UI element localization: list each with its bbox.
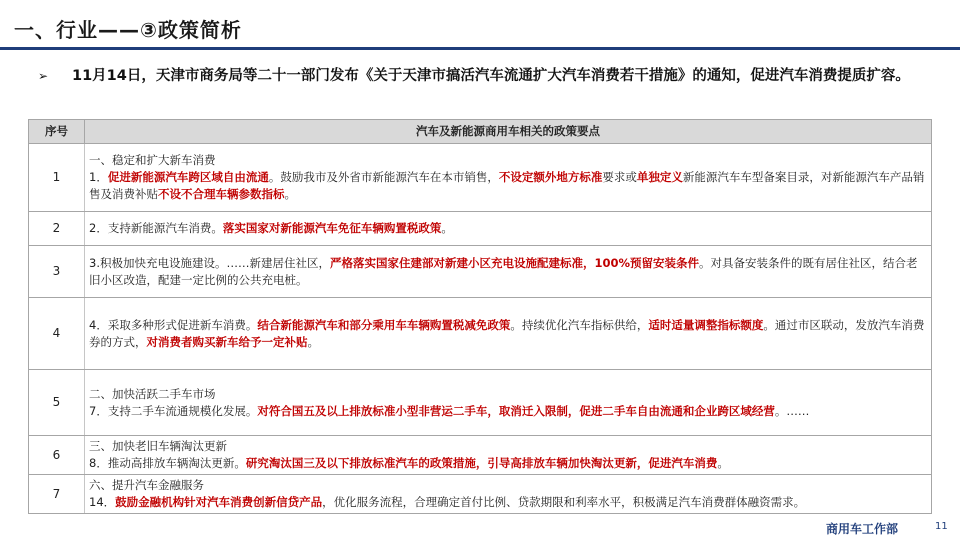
highlight-text: 不设不合理车辆参数指标	[158, 187, 285, 201]
highlight-text: 不设定额外地方标准	[498, 170, 603, 184]
header-index: 序号	[29, 120, 85, 144]
body-text: 。	[441, 221, 453, 235]
row-number: 5	[29, 370, 85, 436]
body-text: 4．采取多种形式促进新车消费。	[89, 317, 258, 332]
row-content	[85, 246, 932, 298]
row-content	[85, 436, 932, 475]
highlight-text: 对符合国五及以上排放标准小型非营运二手车，取消迁入限制，促进二手车自由流通和企业跨区域经营	[257, 403, 775, 418]
body-text: 要求或	[602, 170, 637, 184]
body-text: 一、稳定和扩大新车消费	[89, 153, 216, 167]
highlight-text: 对消费者购买新车给予一定补贴	[146, 334, 308, 349]
body-text: 1．	[89, 170, 108, 184]
title-bar	[0, 0, 960, 52]
row-number: 2	[29, 212, 85, 246]
row-number: 7	[29, 475, 85, 514]
body-text: 六、提升汽车金融服务	[89, 478, 204, 492]
table-row	[29, 212, 932, 246]
body-text: 二、加快活跃二手车市场	[89, 386, 216, 401]
page-number: 11	[935, 521, 948, 532]
highlight-text: 适时适量调整指标额度	[648, 317, 764, 332]
intro-text: 11月14日，天津市商务局等二十一部门发布《关于天津市搞活汽车流通扩大汽车消费若干措施》的通知，促进汽车消费提质扩容。	[72, 68, 910, 84]
highlight-text: 结合新能源汽车和部分乘用车车辆购置税减免政策	[257, 317, 511, 332]
row-number: 4	[29, 298, 85, 370]
body-text: 。	[717, 456, 729, 470]
row-content	[85, 212, 932, 246]
body-text: 7．支持二手车流通规模化发展。	[89, 403, 258, 418]
table-row	[29, 144, 932, 212]
highlight-text: 严格落实国家住建部对新建小区充电设施配建标准，100%预留安装条件	[329, 255, 700, 270]
body-text: 新能源汽车车型备案目录，对新能源汽车产品销售及消费补贴	[89, 170, 925, 201]
row-number: 1	[29, 144, 85, 212]
arrow-bullet-icon: ➢	[38, 69, 49, 83]
body-text: 。对具备安装条件的既有居住社区，结合老旧小区改造，配建一定比例的公共充电桩。	[89, 255, 918, 287]
highlight-text: 研究淘汰国三及以下排放标准汽车的政策措施，引导高排放车辆加快淘汰更新，促进汽车消费	[245, 456, 718, 470]
row-content	[85, 475, 932, 514]
body-text: 2．支持新能源汽车消费。	[89, 221, 223, 235]
table-header-row	[29, 120, 932, 144]
intro-paragraph	[38, 64, 928, 88]
body-text: 。鼓励我市及外省市新能源汽车在本市销售，	[268, 170, 499, 184]
table-row	[29, 475, 932, 514]
title-underline	[0, 47, 960, 50]
row-content	[85, 144, 932, 212]
body-text: 3.积极加快充电设施建设。……新建居住社区，	[89, 255, 330, 270]
body-text: 14．	[89, 495, 116, 509]
table-row	[29, 370, 932, 436]
row-content	[85, 370, 932, 436]
body-text: 。持续优化汽车指标供给，	[510, 317, 649, 332]
footer-department: 商用车工作部	[826, 522, 899, 536]
table-row	[29, 298, 932, 370]
page-title: 一、行业——③政策简析	[14, 18, 242, 42]
body-text: 8．推动高排放车辆淘汰更新。	[89, 456, 246, 470]
table-row	[29, 436, 932, 475]
body-text: 。	[284, 187, 296, 201]
policy-table	[28, 119, 932, 514]
body-text: 。	[307, 334, 319, 349]
body-text: 三、加快老旧车辆淘汰更新	[89, 439, 227, 453]
highlight-text: 促进新能源汽车跨区域自由流通	[107, 170, 269, 184]
highlight-text: 鼓励金融机构针对汽车消费创新信贷产品	[115, 495, 323, 509]
body-text: ，优化服务流程，合理确定首付比例、贷款期限和利率水平，积极满足汽车消费群体融资需求。	[322, 495, 806, 509]
row-number: 3	[29, 246, 85, 298]
row-content	[85, 298, 932, 370]
body-text: 。……	[774, 403, 810, 418]
body-text: 。通过市区联动，发放汽车消费券的方式，	[89, 317, 925, 349]
highlight-text: 单独定义	[636, 170, 683, 184]
table-row	[29, 246, 932, 298]
header-policy-points: 汽车及新能源商用车相关的政策要点	[85, 120, 932, 144]
highlight-text: 落实国家对新能源汽车免征车辆购置税政策	[222, 221, 442, 235]
row-number: 6	[29, 436, 85, 475]
